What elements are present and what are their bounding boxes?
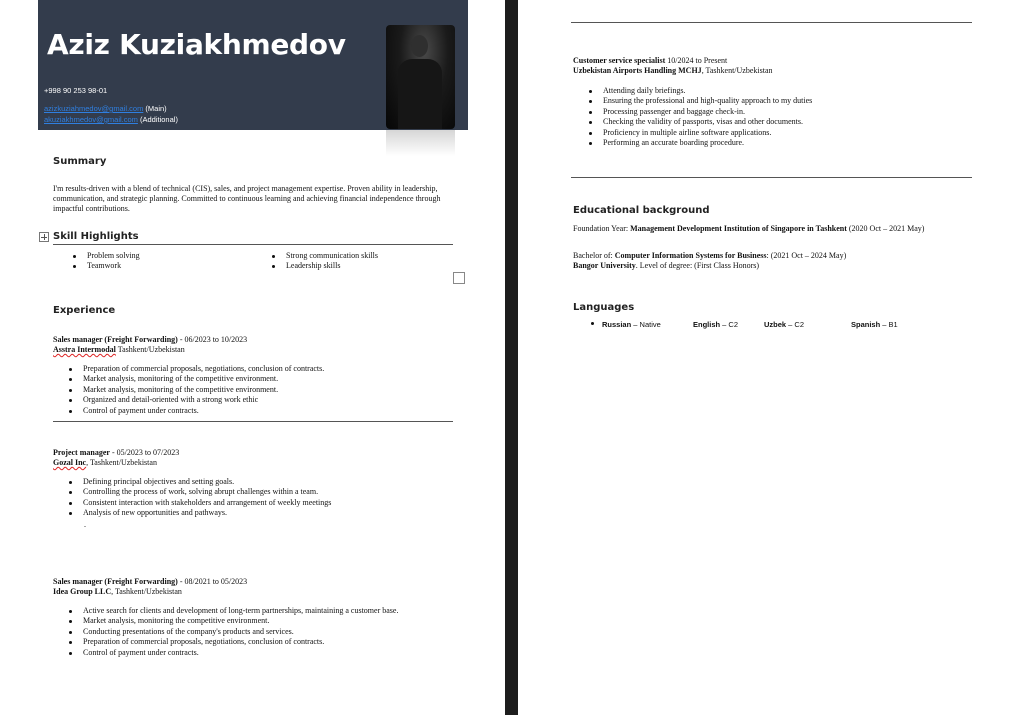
- job-dates: - 05/2023 to 07/2023: [109, 448, 180, 457]
- table-resize-handle[interactable]: [453, 272, 465, 284]
- job-title: Customer service specialist: [573, 56, 666, 65]
- list-item: Controlling the process of work, solving abrupt challenges within a team.: [52, 487, 331, 497]
- list-item: Active search for clients and development of long-term partnerships, maintaining a customer base.: [52, 606, 398, 616]
- foundation-year-line: Foundation Year: Management Development Institution of Singapore in Tashkent (2020 Oct – 2021 May): [573, 224, 925, 233]
- list-item: Preparation of commercial proposals, negotiations, conclusion of contracts.: [52, 637, 398, 647]
- job-location: , Tashkent/Uzbekistan: [701, 66, 773, 75]
- job-company: Asstra Intermodal: [53, 345, 116, 354]
- bachelor-degree: Computer Information Systems for Business: [614, 251, 767, 260]
- list-item: Market analysis, monitoring of the competitive environment.: [52, 374, 324, 384]
- language-item: Spanish – B1: [851, 320, 898, 329]
- job-dates: - 06/2023 to 10/2023: [177, 335, 248, 344]
- language-item: English – C2: [693, 320, 739, 329]
- job-title-line: [53, 448, 179, 459]
- experience-divider: [53, 421, 453, 422]
- email-additional-link[interactable]: akuziakhmedov@gmail.com: [44, 115, 138, 124]
- list-item: Market analysis, monitoring of the competitive environment.: [52, 385, 324, 395]
- table-move-handle-icon[interactable]: [39, 232, 49, 242]
- job-title-line: [53, 577, 247, 588]
- list-item: Control of payment under contracts.: [52, 406, 324, 416]
- list-item: Attending daily briefings.: [572, 86, 812, 96]
- job-title-line: [573, 56, 727, 67]
- summary-text: I'm results-driven with a blend of technical (CIS), sales, and project management expertise. Proven ability in leadership, communication, and strategic planning. Committed to continuous learning and achieving financial independence through impactful contributions.: [53, 184, 441, 213]
- top-divider: [571, 22, 972, 23]
- email-main-tag: (Main): [145, 104, 167, 113]
- foundation-school: Management Development Institution of Singapore in Tashkent: [630, 224, 847, 233]
- language-item: Uzbek – C2: [764, 320, 805, 329]
- list-item: Conducting presentations of the company's products and services.: [52, 627, 398, 637]
- job-company: Gozal Inc: [53, 458, 87, 467]
- list-item: Market analysis, monitoring the competitive environment.: [52, 616, 398, 626]
- section-divider: [571, 177, 972, 178]
- job-bullets: [52, 477, 331, 519]
- email-additional-tag: (Additional): [140, 115, 178, 124]
- job-dates: - 08/2021 to 05/2023: [177, 577, 248, 586]
- language-item: Russian – Native: [602, 320, 661, 329]
- job-company: Idea Group LLC: [53, 587, 112, 596]
- job-bullets: [572, 86, 812, 148]
- job-title: Sales manager (Freight Forwarding): [53, 335, 178, 344]
- bachelor-line: Bachelor of: Computer Information Systems for Business: (2021 Oct – 2024 May): [573, 251, 847, 260]
- skills-column-1: [56, 251, 140, 272]
- email-main-link[interactable]: azizkuziahmedov@gmail.com: [44, 104, 144, 113]
- job-title: Project manager: [53, 448, 110, 457]
- list-item: Control of payment under contracts.: [52, 648, 398, 658]
- degree-level: . Level of degree: (First Class Honors): [635, 261, 760, 270]
- job-bullets: [52, 606, 398, 658]
- resume-page-2: [518, 0, 1024, 715]
- list-item: Performing an accurate boarding procedure.: [572, 138, 812, 148]
- languages-heading: Languages: [573, 302, 635, 313]
- job-company-line: [53, 587, 182, 598]
- foundation-dates: (2020 Oct – 2021 May): [846, 224, 925, 233]
- job-dates: 10/2024 to Present: [665, 56, 728, 65]
- job-location: Tashkent/Uzbekistan: [115, 345, 185, 354]
- list-item: Ensuring the professional and high-quality approach to my duties: [572, 96, 812, 106]
- job-location: , Tashkent/Uzbekistan: [111, 587, 182, 596]
- email-additional-line: [44, 115, 178, 124]
- list-item: Preparation of commercial proposals, negotiations, conclusion of contracts.: [52, 364, 324, 374]
- job-company-line: [573, 66, 773, 77]
- list-item: Organized and detail-oriented with a strong work ethic: [52, 395, 324, 405]
- skills-column-2: [255, 251, 378, 272]
- university-line: [573, 261, 759, 272]
- list-item: Defining principal objectives and setting goals.: [52, 477, 331, 487]
- bachelor-dates: : (2021 Oct – 2024 May): [766, 251, 847, 260]
- list-item: Consistent interaction with stakeholders and arrangement of weekly meetings: [52, 498, 331, 508]
- job-bullets: [52, 364, 324, 416]
- phone-number: +998 90 253 98-01: [44, 86, 108, 95]
- profile-photo: [386, 25, 455, 129]
- resume-page-1: [0, 0, 505, 715]
- language-bullet: [591, 322, 594, 325]
- job-company: Uzbekistan Airports Handling MCHJ: [573, 66, 702, 75]
- experience-heading: Experience: [53, 305, 116, 316]
- job-company-line: [53, 458, 157, 469]
- photo-reflection: [386, 130, 455, 156]
- list-item: Checking the validity of passports, visas and other documents.: [572, 117, 812, 127]
- skill-item: Leadership skills: [255, 261, 378, 271]
- skills-divider: [53, 244, 453, 245]
- summary-heading: Summary: [53, 156, 107, 167]
- list-item: Processing passenger and baggage check-in.: [572, 107, 812, 117]
- skill-item: Problem solving: [56, 251, 140, 261]
- job-title: Sales manager (Freight Forwarding): [53, 577, 178, 586]
- page-gutter: [505, 0, 518, 715]
- job-location: , Tashkent/Uzbekistan: [86, 458, 157, 467]
- list-item: Proficiency in multiple airline software applications.: [572, 128, 812, 138]
- candidate-name: Aziz Kuziakhmedov: [47, 28, 346, 61]
- skill-item: Teamwork: [56, 261, 140, 271]
- stray-period: .: [84, 520, 86, 529]
- education-heading: Educational background: [573, 205, 710, 216]
- skill-item: Strong communication skills: [255, 251, 378, 261]
- job-company-line: [53, 345, 185, 356]
- university-name: Bangor University: [573, 261, 636, 270]
- list-item: Analysis of new opportunities and pathways.: [52, 508, 331, 518]
- skills-heading: Skill Highlights: [53, 231, 139, 242]
- job-title-line: [53, 335, 247, 346]
- email-main-line: [44, 104, 167, 113]
